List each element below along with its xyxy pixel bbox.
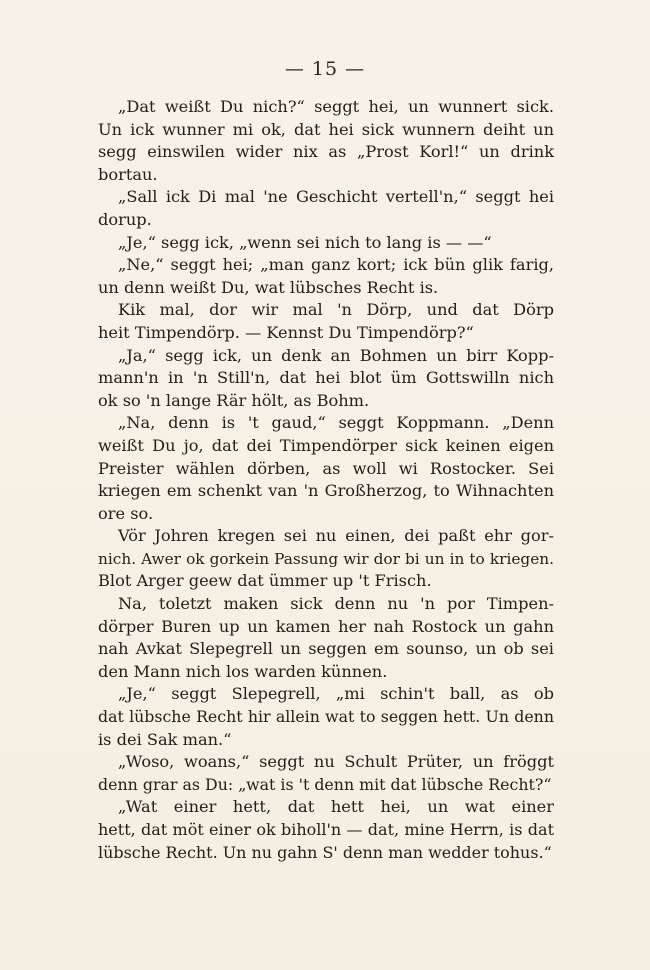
text-line: nich. Awer ok gorkein Passung wir dor bi un in to kriegen. (98, 549, 554, 568)
text-line: Vör Johren kregen sei nu einen, dei paßt ehr gor- (118, 526, 554, 546)
text-line: hett, dat möt einer ok biholl'n — dat, mine Herrn, is dat (98, 820, 554, 839)
text-line: dat lübsche Recht hir allein wat to seggen hett. Un denn (98, 707, 554, 727)
text-line: weißt Du jo, dat dei Timpendörper sick keinen eigen (98, 435, 554, 455)
text-line: heit Timpendörp. — Kennst Du Timpendörp?“ (98, 322, 474, 342)
text-line: bortau. (98, 164, 158, 184)
text-line: ore so. (98, 503, 154, 523)
text-line: „Ja,“ segg ick, un denk an Bohmen un birr Kopp- (118, 345, 554, 365)
text-line: „Je,“ seggt Slepegrell, „mi schin't ball, as ob (118, 684, 554, 704)
text-line: „Wat einer hett, dat hett hei, un wat einer (118, 797, 554, 817)
text-line: Un ick wunner mi ok, dat hei sick wunnern deiht un (98, 119, 554, 139)
text-line: „Sall ick Di mal 'ne Geschicht vertell'n,“ seggt hei (118, 187, 554, 207)
text-line: den Mann nich los warden künnen. (98, 661, 388, 681)
text-line: Kik mal, dor wir mal 'n Dörp, und dat Dörp (118, 300, 554, 320)
text-line: denn grar as Du: „wat is 't denn mit dat lübsche Recht?“ (98, 774, 552, 794)
text-line: un denn weißt Du, wat lübsches Recht is. (98, 277, 439, 297)
text-line: „Na, denn is 't gaud,“ seggt Koppmann. „Denn (118, 413, 554, 433)
text-line: „Dat weißt Du nich?“ seggt hei, un wunnert sick. (118, 97, 554, 116)
text-line: nah Avkat Slepegrell un seggen em sounso, un ob sei (98, 639, 554, 659)
text-line: Blot Arger geew dat ümmer up 't Frisch. (98, 571, 432, 591)
body-text (98, 96, 554, 864)
text-line: lübsche Recht. Un nu gahn S' denn man wedder tohus.“ (98, 842, 552, 862)
text-line: Na, toletzt maken sick denn nu 'n por Timpen- (118, 594, 554, 614)
text-line: mann'n in 'n Still'n, dat hei blot üm Gottswilln nich (98, 368, 554, 388)
text-line: is dei Sak man.“ (98, 729, 232, 749)
text-line: „Je,“ segg ick, „wenn sei nich to lang is — —“ (118, 232, 492, 252)
text-line: Preister wählen dörben, as woll wi Rostocker. Sei (98, 458, 554, 478)
text-line: ok so 'n lange Rär hölt, as Bohm. (98, 390, 370, 410)
page-number: — 15 — (284, 58, 366, 80)
text-line: dörper Buren up un kamen her nah Rostock un gahn (98, 616, 554, 636)
text-line: „Woso, woans,“ seggt nu Schult Prüter, un fröggt (118, 752, 554, 772)
text-line: kriegen em schenkt van 'n Großherzog, to Wihnachten (98, 481, 554, 501)
text-line: „Ne,“ seggt hei; „man ganz kort; ick bün glik farig, (118, 255, 554, 275)
text-line: dorup. (98, 209, 152, 229)
text-line: segg einswilen wider nix as „Prost Korl!“ un drink (98, 142, 554, 162)
